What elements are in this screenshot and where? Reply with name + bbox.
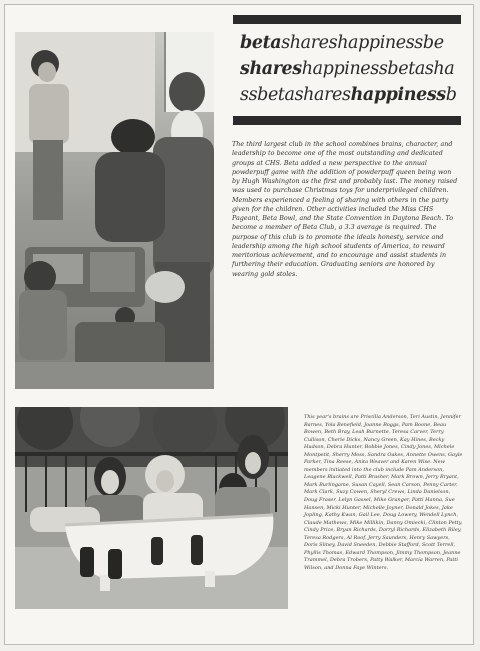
title-fragment: happinessbetasha — [301, 59, 455, 79]
photo-christmas-party — [15, 32, 214, 389]
title-word-shares: shares — [240, 59, 302, 79]
member-names-caption: This year's brains are Priscilla Anderson, Teri Austin, Jennifer Barnes, Yola Benefield, Joanne Boggs, Pam Boone, Beau Bowen, Beth Bray, Leah Burnette, Teresa Carver, Terry Cullison, Cherie Dicks, Nancy Green, Kay Hines, Becky Hudson, Debra Hunter, Bobbie Jones, Cindy Jones, Michele Montpetit, Sherry Moss, Sandra Oakes, Annette Owens, Gayle Parker, Tina Reese, Anita Weaver and Karen Wise. New members initiated into the club include Pam Anderson, Leagene Blackwell, Patti Brasher, Mark Brown, Jerry Bryant, Mark Burlingame, Susan Cayell, Sean Carson, Penny Carter, Mark Clark, Suzy Cowen, Sheryl Crews, Linda Danielson, Doug Fraser, Lelyn Gassel, Mike Granger, Patti Hanna, Sue Hansen, Micki Hunter, Michelle Joyner, Donald Jokes, Jake Jopling, Kathy Kwan, Gail Lee, Doug Lowery, Wendell Lynch, Claude Mathews, Mike Millikin, Danny Omiecki, Clinton Petty, Cindy Price, Bryan Richards, Darryl Richards, Elizabeth Riley, Teresa Rodgers, Al Roof, Jerry Saunders, Henry Sawyers, Doris Sliney, David Sneeden, Debbie Stafford, Scott Terrell, Phyllis Thomas, Edward Thompson, Jimmy Thompson, Jeanne Trammel, Debra Trobers, Patty Walker, Marcia Warren, Patti Wilson, and Donna Faye Winters. — [304, 414, 463, 571]
title-bar-top — [233, 15, 461, 24]
title-word-happiness: happiness — [350, 85, 446, 105]
title-line-2 — [240, 58, 465, 80]
title-line-3 — [240, 84, 465, 106]
photo-girls-in-bathtub — [15, 407, 288, 609]
club-description: The third largest club in the school combines brains, character, and leadership to become one of the most outstanding and dedicated groups at CHS. Beta added a new perspective to the annual powderpuff game with the addition of powderpuff queen being won by Hugh Washington as the first and probably last. The money raised was used to purchase Christmas toys for underprivileged children. Members experienced a feeling of sharing with others in the party given for the children. Other activities included the Miss CHS Pageant, Beta Bowl, and the State Convention in Daytona Beach. To become a member of Beta Club, a 3.3 average is required. The purpose of this club is to promote the ideals honesty, service and leadership among the high school students of America, to reward meritorious achievement, and to encourage and assist students in furthering their education. Graduating seniors are honored by wearing gold stoles. — [232, 141, 458, 278]
title-bar-bottom — [233, 116, 461, 125]
title-fragment: b — [445, 85, 457, 105]
title-fragment: ssbetashares — [240, 85, 351, 105]
title-word-beta: beta — [240, 33, 282, 53]
title-fragment: shareshappinessbe — [281, 33, 444, 53]
title-line-1 — [240, 32, 465, 54]
